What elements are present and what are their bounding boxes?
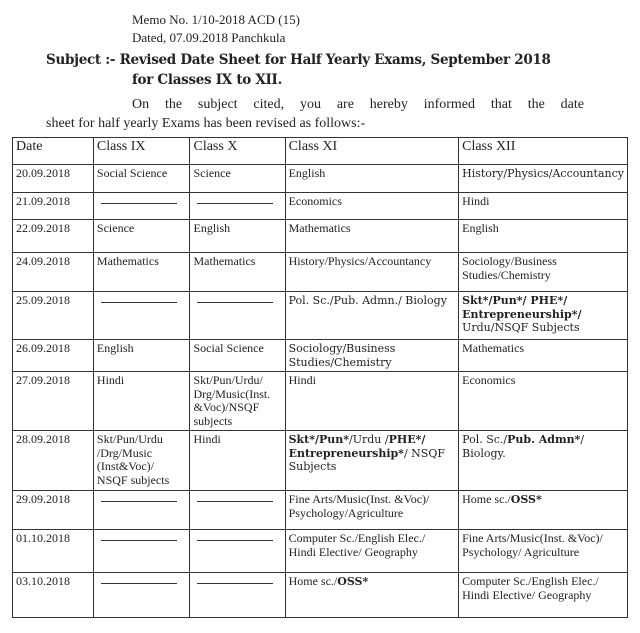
memo-date: Dated, 07.09.2018 Panchkula xyxy=(132,30,286,45)
header-date: Date xyxy=(13,138,94,165)
cell-class-xi xyxy=(285,340,459,372)
cell-date xyxy=(13,491,94,530)
subject-text: 26.09.2018 xyxy=(16,341,70,355)
cell-class-xii xyxy=(459,193,628,220)
cell-class-x xyxy=(190,491,285,530)
cell-class-xii xyxy=(459,491,628,530)
cell-class-xi xyxy=(285,530,459,573)
table-row xyxy=(13,491,628,530)
cell-date xyxy=(13,340,94,372)
subject-text: Urdu/NSQF Subjects xyxy=(462,321,580,334)
blank-line xyxy=(197,203,273,204)
cell-class-x xyxy=(190,530,285,573)
blank-line xyxy=(101,583,177,584)
bold-subject-text: Skt*/Pun* xyxy=(288,433,350,446)
cell-class-x xyxy=(190,431,285,491)
cell-class-ix xyxy=(93,253,190,292)
table-row xyxy=(13,253,628,292)
subject-text: 29.09.2018 xyxy=(16,492,70,506)
subject-text: Hindi xyxy=(96,373,125,387)
subject-text: Fine Arts/Music(Inst. &Voc)/ Psychology/Agriculture xyxy=(288,492,430,520)
cell-date xyxy=(13,431,94,491)
cell-class-xi xyxy=(285,372,459,431)
table-row xyxy=(13,292,628,340)
blank-line xyxy=(197,540,273,541)
subject-text: Hindi xyxy=(462,194,490,208)
cell-class-xii xyxy=(459,431,628,491)
blank-line xyxy=(197,501,273,502)
cell-class-x xyxy=(190,340,285,372)
subject-text: Pol. Sc./ xyxy=(462,433,508,446)
cell-class-xi xyxy=(285,292,459,340)
cell-class-ix xyxy=(93,491,190,530)
blank-line xyxy=(197,583,273,584)
cell-class-xi xyxy=(285,193,459,220)
body-paragraph-line1: On the subject cited, you are hereby informed that the date xyxy=(132,97,584,112)
subject-text: Hindi xyxy=(288,373,316,387)
subject-text: 03.10.2018 xyxy=(16,574,70,588)
cell-class-ix xyxy=(93,292,190,340)
blank-line xyxy=(101,302,177,303)
cell-class-ix xyxy=(93,372,190,431)
subject-text: Mathematics xyxy=(462,341,525,355)
subject-text: History/Physics/Accountancy xyxy=(462,167,624,180)
cell-class-xii xyxy=(459,292,628,340)
cell-date xyxy=(13,573,94,618)
cell-class-xi xyxy=(285,253,459,292)
subject-text: / NSQF Subjects xyxy=(288,446,445,473)
cell-class-xii xyxy=(459,165,628,193)
cell-class-xi xyxy=(285,431,459,491)
table-header-row xyxy=(13,138,628,165)
subject-text: English xyxy=(193,221,231,235)
subject-text: Pol. Sc./Pub. Admn./ Biology xyxy=(288,294,447,307)
blank-line xyxy=(197,302,273,303)
cell-date xyxy=(13,220,94,253)
subject-text: Mathematics xyxy=(193,254,256,268)
subject-text: Computer Sc./English Elec./ Hindi Elective/ Geography xyxy=(288,531,426,559)
cell-class-ix xyxy=(93,431,190,491)
table-row xyxy=(13,530,628,573)
subject-text: Economics xyxy=(462,373,516,387)
cell-date xyxy=(13,530,94,573)
cell-class-x xyxy=(190,193,285,220)
bold-subject-text: OSS* xyxy=(510,493,542,506)
table-row xyxy=(13,372,628,431)
cell-class-x xyxy=(190,253,285,292)
cell-date xyxy=(13,165,94,193)
table-row xyxy=(13,431,628,491)
cell-class-xii xyxy=(459,340,628,372)
subject-text: /Urdu / xyxy=(349,433,389,446)
cell-date xyxy=(13,193,94,220)
subject-text: Computer Sc./English Elec./ Hindi Elective/ Geography xyxy=(462,574,599,602)
bold-subject-text: Pub. Admn* xyxy=(507,433,581,446)
bold-subject-text: OSS* xyxy=(337,575,369,588)
body-paragraph-line2: sheet for half yearly Exams has been revised as follows:- xyxy=(46,116,366,131)
cell-class-xi xyxy=(285,220,459,253)
subject-text: 25.09.2018 xyxy=(16,293,70,307)
subject-text: History/Physics/Accountancy xyxy=(288,254,432,268)
subject-text: 22.09.2018 xyxy=(16,221,70,235)
blank-line xyxy=(101,501,177,502)
cell-class-xii xyxy=(459,573,628,618)
subject-text: English xyxy=(288,166,326,180)
subject-text: English xyxy=(96,341,134,355)
blank-line xyxy=(101,203,177,204)
cell-class-xii xyxy=(459,530,628,573)
cell-class-xii xyxy=(459,220,628,253)
cell-class-ix xyxy=(93,165,190,193)
cell-class-xi xyxy=(285,573,459,618)
subject-text: Mathematics xyxy=(288,221,351,235)
cell-class-x xyxy=(190,372,285,431)
header-class-xi: Class XI xyxy=(285,138,459,165)
subject-text: Economics xyxy=(288,194,342,208)
cell-class-ix xyxy=(93,573,190,618)
subject-text: Science xyxy=(193,166,231,180)
subject-text: 24.09.2018 xyxy=(16,254,70,268)
subject-text: / Biology. xyxy=(462,433,585,460)
table-row xyxy=(13,573,628,618)
blank-line xyxy=(101,540,177,541)
subject-text: 27.09.2018 xyxy=(16,373,70,387)
header-class-x: Class X xyxy=(190,138,285,165)
cell-class-ix xyxy=(93,220,190,253)
subject-text: 21.09.2018 xyxy=(16,194,70,208)
subject-text: 28.09.2018 xyxy=(16,432,70,446)
subject-text: Fine Arts/Music(Inst. &Voc)/ Psychology/ Agriculture xyxy=(462,531,603,559)
cell-class-x xyxy=(190,573,285,618)
cell-date xyxy=(13,253,94,292)
cell-class-x xyxy=(190,165,285,193)
table-row xyxy=(13,220,628,253)
subject-line-2: for Classes IX to XII. xyxy=(132,72,282,88)
cell-date xyxy=(13,292,94,340)
table-row xyxy=(13,193,628,220)
subject-text: Social Science xyxy=(193,341,264,355)
cell-class-xi xyxy=(285,491,459,530)
cell-class-x xyxy=(190,220,285,253)
date-sheet-table xyxy=(12,137,628,618)
subject-text: Skt/Pun/Urdu/ Drg/Music(Inst. &Voc)/NSQF subjects xyxy=(193,373,271,428)
table-row xyxy=(13,165,628,193)
subject-text: Sociology/Business Studies/Chemistry xyxy=(288,342,396,369)
cell-date xyxy=(13,372,94,431)
bold-subject-text: PHE*/ Entrepreneurship* xyxy=(288,433,426,460)
subject-text: Science xyxy=(96,221,135,235)
subject-text: 01.10.2018 xyxy=(16,531,70,545)
subject-text: Home sc./ xyxy=(462,492,511,506)
subject-line: Subject :- Revised Date Sheet for Half Yearly Exams, September 2018 xyxy=(46,52,551,68)
cell-class-xii xyxy=(459,253,628,292)
subject-text: Sociology/Business Studies/Chemistry xyxy=(462,254,557,282)
cell-class-xi xyxy=(285,165,459,193)
cell-class-xii xyxy=(459,372,628,431)
subject-text: Home sc./ xyxy=(288,574,338,588)
table-row xyxy=(13,340,628,372)
bold-subject-text: Skt*/Pun*/ PHE*/ Entrepreneurship*/ xyxy=(462,294,582,321)
header-class-xii: Class XII xyxy=(459,138,628,165)
header-class-ix: Class IX xyxy=(93,138,190,165)
cell-class-ix xyxy=(93,530,190,573)
subject-text: Social Science xyxy=(96,166,168,180)
subject-text: Skt/Pun/Urdu /Drg/Music (Inst&Voc)/ NSQF subjects xyxy=(96,432,170,487)
cell-class-ix xyxy=(93,340,190,372)
memo-number: Memo No. 1/10-2018 ACD (15) xyxy=(132,12,300,27)
subject-text: Hindi xyxy=(193,432,221,446)
cell-class-ix xyxy=(93,193,190,220)
subject-text: Mathematics xyxy=(96,254,159,268)
subject-text: 20.09.2018 xyxy=(16,166,70,180)
subject-text: English xyxy=(462,221,499,235)
cell-class-x xyxy=(190,292,285,340)
